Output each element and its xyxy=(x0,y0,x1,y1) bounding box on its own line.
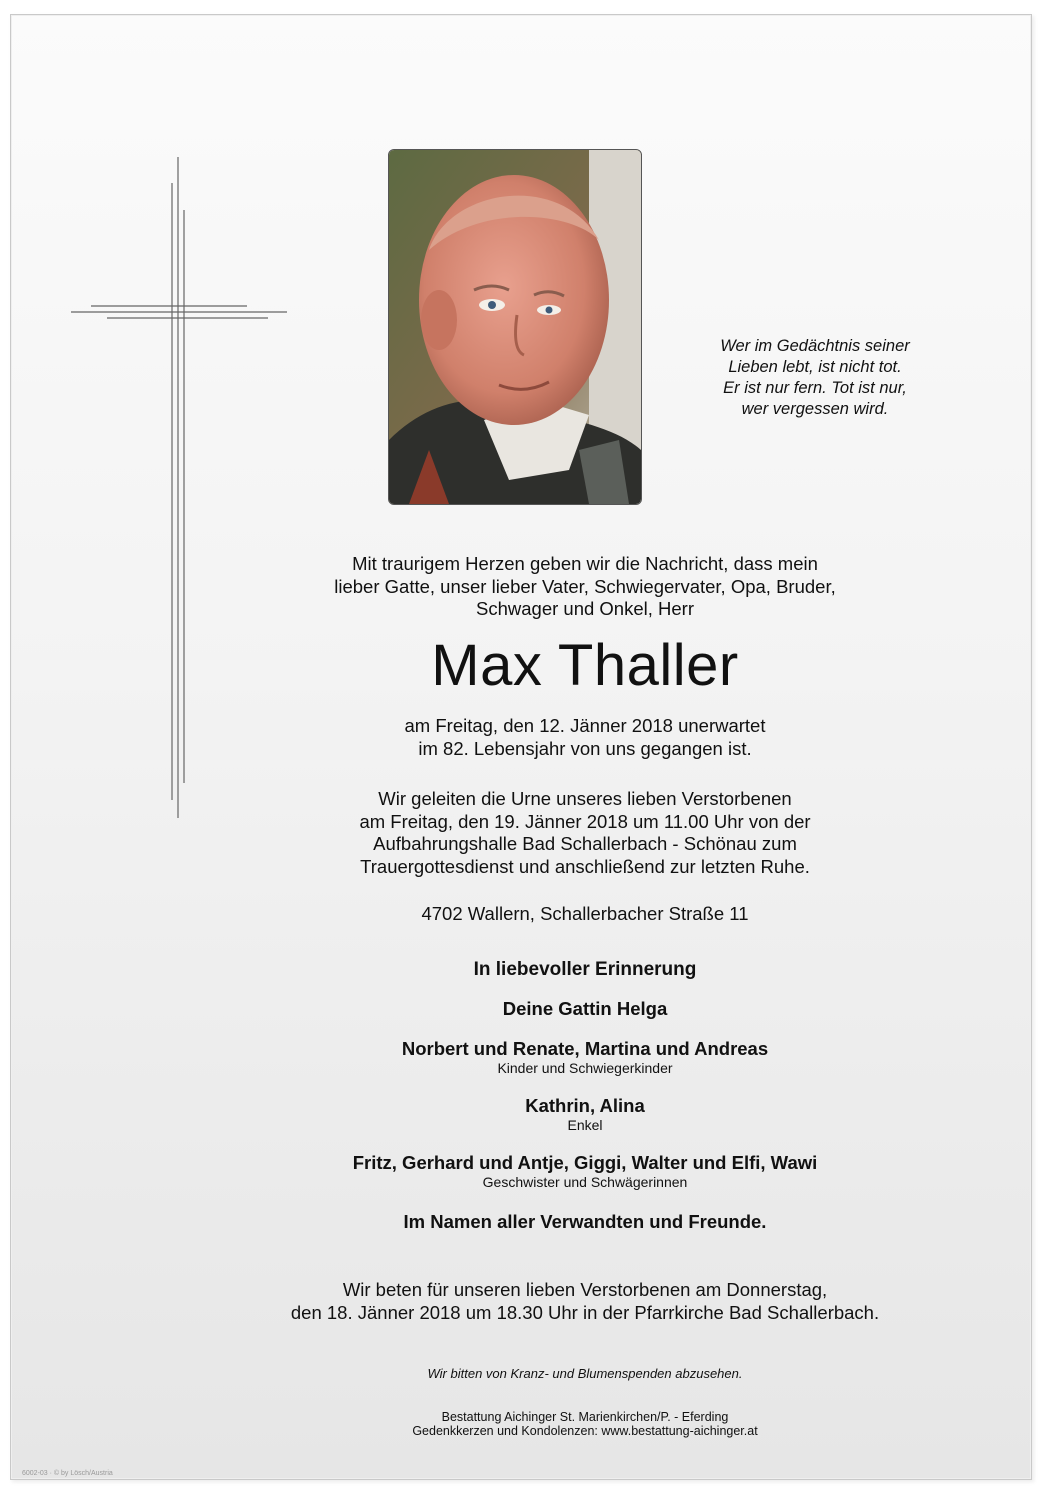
announcement-intro xyxy=(200,553,970,621)
death-line: im 82. Lebensjahr von uns gegangen ist. xyxy=(418,737,752,759)
family-role: Geschwister und Schwägerinnen xyxy=(482,1174,688,1190)
family-role: Enkel xyxy=(567,1117,603,1133)
memorial-quote xyxy=(680,336,950,420)
funeral-line: Wir geleiten die Urne unseres lieben Verstorbenen xyxy=(378,788,792,809)
funeral-line: am Freitag, den 19. Jänner 2018 um 11.00 Uhr von der xyxy=(359,810,811,832)
family-names: Deine Gattin Helga xyxy=(502,998,668,1019)
death-details xyxy=(200,715,970,760)
donation-request: Wir bitten von Kranz- und Blumenspenden abzusehen. xyxy=(427,1366,743,1381)
intro-line: Schwager und Onkel, Herr xyxy=(476,598,694,619)
family-entry-children xyxy=(200,1038,970,1077)
quote-line: wer vergessen wird. xyxy=(741,400,889,418)
portrait-photo xyxy=(388,149,642,505)
family-names: Kathrin, Alina xyxy=(525,1095,645,1116)
funeral-line: Aufbahrungshalle Bad Schallerbach - Schönau zum xyxy=(373,833,797,854)
quote-line: Lieben lebt, ist nicht tot. xyxy=(728,358,902,376)
family-entry-siblings xyxy=(200,1152,970,1191)
family-names: Im Namen aller Verwandten und Freunde. xyxy=(403,1211,767,1232)
deceased-name: Max Thaller xyxy=(431,633,739,698)
cross-icon xyxy=(0,0,300,830)
funeral-line: Trauergottesdienst und anschließend zur letzten Ruhe. xyxy=(360,855,810,877)
memorial-mass xyxy=(200,1279,970,1324)
intro-line: lieber Gatte, unser lieber Vater, Schwiegervater, Opa, Bruder, xyxy=(334,575,836,597)
quote-line: Wer im Gedächtnis seiner xyxy=(720,337,910,355)
mass-line: Wir beten für unseren lieben Verstorbenen am Donnerstag, xyxy=(342,1279,828,1300)
intro-line: Mit traurigem Herzen geben wir die Nachricht, dass mein xyxy=(352,553,818,574)
mass-line: den 18. Jänner 2018 um 18.30 Uhr in der Pfarrkirche Bad Schallerbach. xyxy=(290,1301,880,1323)
undertaker-line: Bestattung Aichinger St. Marienkirchen/P. - Eferding xyxy=(441,1410,729,1424)
copyright-note: 6002-03 · © by Lösch/Austria xyxy=(22,1470,113,1477)
family-role: Kinder und Schwiegerkinder xyxy=(497,1060,673,1076)
funeral-details xyxy=(200,788,970,878)
memory-heading: In liebevoller Erinnerung xyxy=(473,959,697,980)
family-entry-spouse xyxy=(200,998,970,1020)
undertaker-info xyxy=(200,1410,970,1438)
death-line: am Freitag, den 12. Jänner 2018 unerwartet xyxy=(404,715,766,736)
family-address: 4702 Wallern, Schallerbacher Straße 11 xyxy=(421,903,749,924)
quote-line: Er ist nur fern. Tot ist nur, xyxy=(723,379,907,397)
family-entry-relatives xyxy=(200,1211,970,1233)
family-entry-grandchildren xyxy=(200,1095,970,1134)
undertaker-line: Gedenkkerzen und Kondolenzen: www.bestattung-aichinger.at xyxy=(412,1424,758,1438)
family-names: Norbert und Renate, Martina und Andreas xyxy=(401,1038,769,1059)
family-names: Fritz, Gerhard und Antje, Giggi, Walter und Elfi, Wawi xyxy=(352,1152,818,1173)
